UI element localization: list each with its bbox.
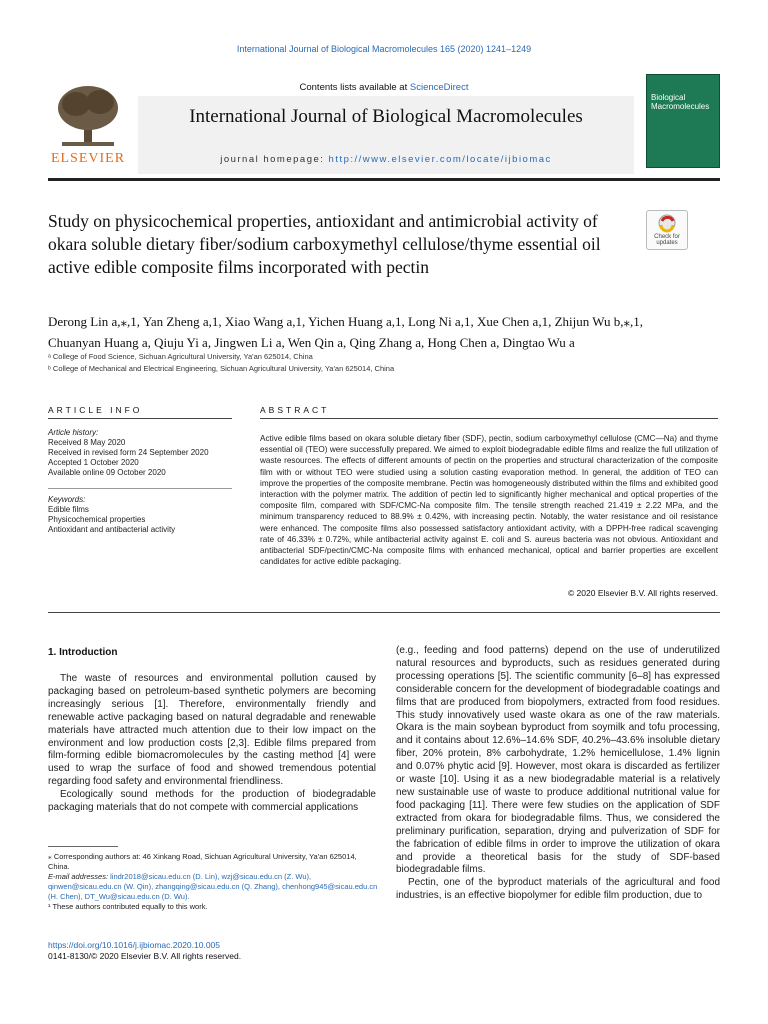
article-title: Study on physicochemical properties, antioxidant and antimicrobial activity of okara soluble dietary fiber/sodium carboxymethyl cellulose/thyme essential oil active edible composite films incorporated with pectin — [48, 211, 601, 277]
doi-block — [48, 940, 241, 962]
equal-contribution-note: ¹ These authors contributed equally to this work. — [48, 902, 208, 911]
keyword-item: Edible films — [48, 505, 89, 514]
info-rule — [48, 418, 232, 419]
check-updates-icon — [647, 211, 687, 233]
sciencedirect-link[interactable]: ScienceDirect — [409, 82, 469, 93]
keyword-item: Antioxidant and antibacterial activity — [48, 525, 176, 534]
elsevier-wordmark: ELSEVIER — [50, 151, 126, 166]
article-info-heading: ARTICLE INFO — [48, 405, 143, 415]
email-links[interactable]: lindr2018@sicau.edu.cn (D. Lin), wzj@sicau.edu.cn (Z. Wu), qinwen@sicau.edu.cn (W. Qin), zhangqing@sicau.edu.cn (Q. Zhang), chenhong945@sicau.edu.cn (H. Chen), DT_Wu@sicau.edu.cn (D. Wu). — [48, 872, 378, 901]
history-revised: Received in revised form 24 September 2020 — [48, 448, 209, 457]
email-note — [48, 872, 378, 902]
abstract-rule — [260, 418, 718, 419]
section-heading-introduction: 1. Introduction — [48, 647, 118, 658]
left-column — [48, 673, 376, 815]
journal-homepage — [138, 154, 634, 165]
contents-prefix: Contents lists available at — [299, 82, 410, 93]
journal-name: International Journal of Biological Macromolecules — [189, 106, 583, 127]
keywords-label: Keywords: — [48, 495, 86, 504]
check-for-updates-badge[interactable] — [646, 210, 688, 250]
issn-line: 0141-8130/© 2020 Elsevier B.V. All rights reserved. — [48, 951, 242, 961]
affiliation-b: ᵇ College of Mechanical and Electrical Engineering, Sichuan Agricultural University, Ya'an 625014, China — [48, 364, 395, 373]
check-updates-label: Check for updates — [654, 234, 680, 246]
journal-citation[interactable]: International Journal of Biological Macromolecules 165 (2020) 1241–1249 — [236, 44, 532, 54]
info-divider — [48, 488, 232, 489]
paragraph: (e.g., feeding and food patterns) depend on the use of underutilized natural resources and byproducts, such as residues generated during processing operations [5]. The scientific community [6–8] has expressed considerable concern for the development of biodegradable coatings and films that are produced from biopolymers, extracted from food residues. This study innovatively used waste okara as one of the raw materials. Okara is the main soybean byproduct from soymilk and tofu processing, and it contains about 12.6%–14.6% SDF, 40.2%–43.6% insoluble dietary fiber, 20% protein, 8% carbohydrate, 1.2% hemicellulose, 1.4% lignin and 0.07% phytic acid [9]. However, most okara is discarded as fertilizer or waste [10]. Using it as a new biodegradable material is a relatively new sustainable use of waste to produce additional nutritional value for food packaging [11]. There were few studies on the application of SDF extracted from okara for biodegradable films. Thus, we considered the preliminary purification, separation, drying and pulverization of SDF for the fabrication of edible films in order to improve the utilization of okara and provide a theoretical basis for the study of SDF-based biodegradable films. — [396, 645, 720, 876]
history-received: Received 8 May 2020 — [48, 438, 126, 447]
emails-label: E-mail addresses: — [48, 872, 109, 881]
abstract-heading: ABSTRACT — [260, 405, 330, 415]
affiliation-a: ᵃ College of Food Science, Sichuan Agricultural University, Ya'an 625014, China — [48, 352, 313, 361]
footnotes — [48, 852, 378, 912]
keywords — [48, 495, 232, 535]
abstract-text: Active edible films based on okara soluble dietary fiber (SDF), pectin, sodium carboxymethyl cellulose (CMC—Na) and thyme essential oil (TEO) were successfully prepared. We aimed to exploit biodegradable edible films and realize the full utilization of waste resources. The effects of different amounts of pectin on the properties and structural characterization of the composite film with or without TEO were studied using a solution casting evaporation method. In general, the addition of TEO can improve the properties of the composite membrane. Pectin was homogeneously distributed within the films and exhibited good interaction with the polymer matrix. The addition of pectin led to significantly higher mechanical and optical properties of the composite film, compared with SDF/CMC-Na composite film. The tensile strength reached 21.419 ± 2.22 MPa, and the minimum transparency reduced to 88.9% ± 0.42%, with increasing pectin. Notably, the water resistance and oil resistance were enhanced. The composite films also possessed satisfactory antioxidant activity, with a DPPH-free radical scavenging rate of 46.33% ± 0.72%, while antibacterial activity against E. coli and S. aureus bacteria was not obvious. Antioxidant and antibacterial SDF/pectin/CMC-Na composite films with enhanced mechanical, optical and barrier properties are excellent candidates for active edible packaging. — [260, 434, 718, 567]
history-accepted: Accepted 1 October 2020 — [48, 458, 139, 467]
paragraph: The waste of resources and environmental pollution caused by packaging based on petroleum-based synthetic polymers are becoming increasingly serious [1]. Therefore, environmentally friendly and renewable active packaging based on natural degradable and renewable materials have attracted much attention due to their low impact on the environment and low production costs [2,3]. Edible films prepared from film-forming edible biomacromolecules by the casting method [4] were used to wrap the surface of food and showed tremendous potential regarding food safety and environmental friendliness. — [48, 673, 376, 788]
keyword-item: Physicochemical properties — [48, 515, 146, 524]
abstract-bottom-rule — [48, 612, 720, 613]
footnote-rule — [48, 846, 118, 847]
doi-link[interactable]: https://doi.org/10.1016/j.ijbiomac.2020.10.005 — [48, 940, 221, 950]
article-history — [48, 428, 232, 478]
paragraph: Ecologically sound methods for the production of biodegradable packaging materials that do not compete with commercial applications — [48, 789, 376, 814]
authors-line-2: Chuanyan Huang a, Qiuju Yi a, Jingwen Li a, Wen Qin a, Qing Zhang a, Hong Chen a, Dingtao Wu a — [48, 335, 575, 350]
history-label: Article history: — [48, 428, 99, 437]
abstract-copyright: © 2020 Elsevier B.V. All rights reserved. — [567, 588, 718, 598]
corresponding-note: ⁎ Corresponding authors at: 46 Xinkang Road, Sichuan Agricultural University, Ya'an 625014, China. — [48, 852, 357, 871]
paragraph: Pectin, one of the byproduct materials of the agricultural and food industries, is an effective biopolymer for edible film production, due to — [396, 877, 720, 902]
header-rule — [48, 178, 720, 181]
authors-line-1: Derong Lin a,⁎,1, Yan Zheng a,1, Xiao Wang a,1, Yichen Huang a,1, Long Ni a,1, Xue Chen a,1, Zhijun Wu b,⁎,1, — [48, 314, 643, 329]
homepage-link[interactable]: http://www.elsevier.com/locate/ijbiomac — [328, 154, 552, 165]
author-list — [48, 311, 720, 353]
homepage-prefix: journal homepage: — [220, 154, 329, 165]
journal-cover-thumbnail[interactable] — [646, 74, 720, 168]
right-column — [396, 645, 720, 903]
cover-title: Biological Macromolecules — [651, 93, 710, 111]
history-online: Available online 09 October 2020 — [48, 468, 166, 477]
